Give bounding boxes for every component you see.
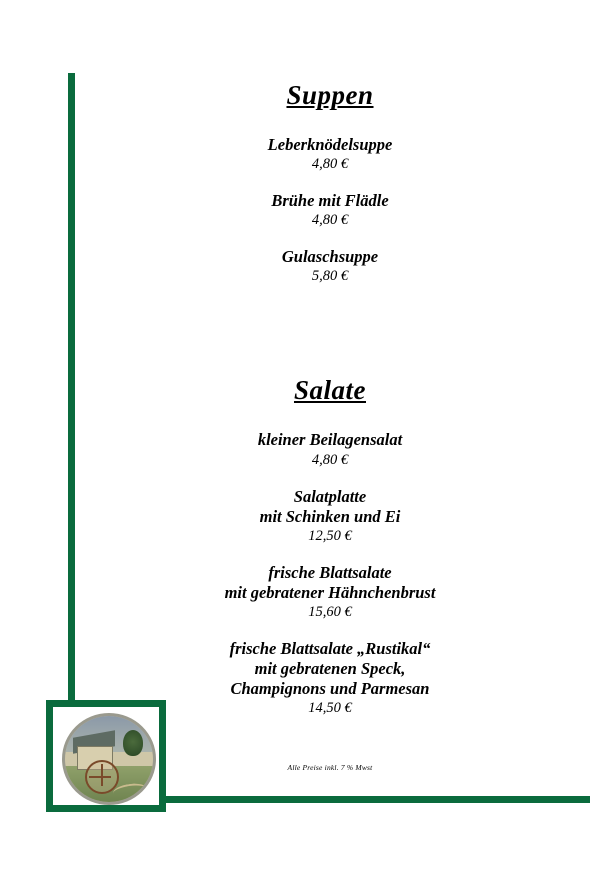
menu-item-name: mit gebratener Hähnchenbrust — [224, 582, 436, 602]
menu-item — [100, 487, 560, 545]
menu-item — [100, 191, 560, 229]
menu-item-name: Brühe mit Flädle — [271, 191, 389, 211]
menu-item — [100, 247, 560, 285]
menu-item-price: 4,80 € — [311, 451, 349, 468]
menu-item-price: 15,60 € — [308, 604, 352, 620]
menu-content — [100, 80, 560, 772]
menu-section-salate — [100, 375, 560, 717]
menu-item-name: Champignons und Parmesan — [230, 679, 430, 699]
menu-item-name: frische Blattsalate — [268, 562, 392, 582]
menu-item-name: Salatplatte — [293, 486, 367, 506]
price-footnote: Alle Preise inkl. 7 % Mwst — [287, 763, 373, 773]
menu-item-name: Gulaschsuppe — [281, 247, 379, 267]
menu-item-name: mit gebratenen Speck, — [254, 659, 406, 679]
menu-item-name: Leberknödelsuppe — [267, 135, 393, 154]
frame-vertical-bar — [68, 73, 75, 803]
menu-item — [100, 563, 560, 621]
menu-item — [100, 639, 560, 717]
menu-item-price: 14,50 € — [308, 700, 352, 717]
section-title: Salate — [293, 375, 366, 406]
section-spacer — [100, 303, 560, 375]
menu-item-name: mit Schinken und Ei — [259, 506, 401, 526]
section-title: Suppen — [286, 80, 374, 110]
menu-item — [100, 135, 560, 173]
menu-item — [100, 430, 560, 468]
menu-item-name: kleiner Beilagensalat — [257, 430, 403, 450]
menu-item-name: frische Blattsalate „Rustikal“ — [229, 639, 431, 658]
menu-item-price: 5,80 € — [311, 268, 349, 285]
menu-item-price: 4,80 € — [311, 156, 349, 173]
menu-item-price: 4,80 € — [311, 212, 349, 229]
menu-section-suppen — [100, 80, 560, 285]
menu-item-price: 12,50 € — [308, 527, 352, 544]
